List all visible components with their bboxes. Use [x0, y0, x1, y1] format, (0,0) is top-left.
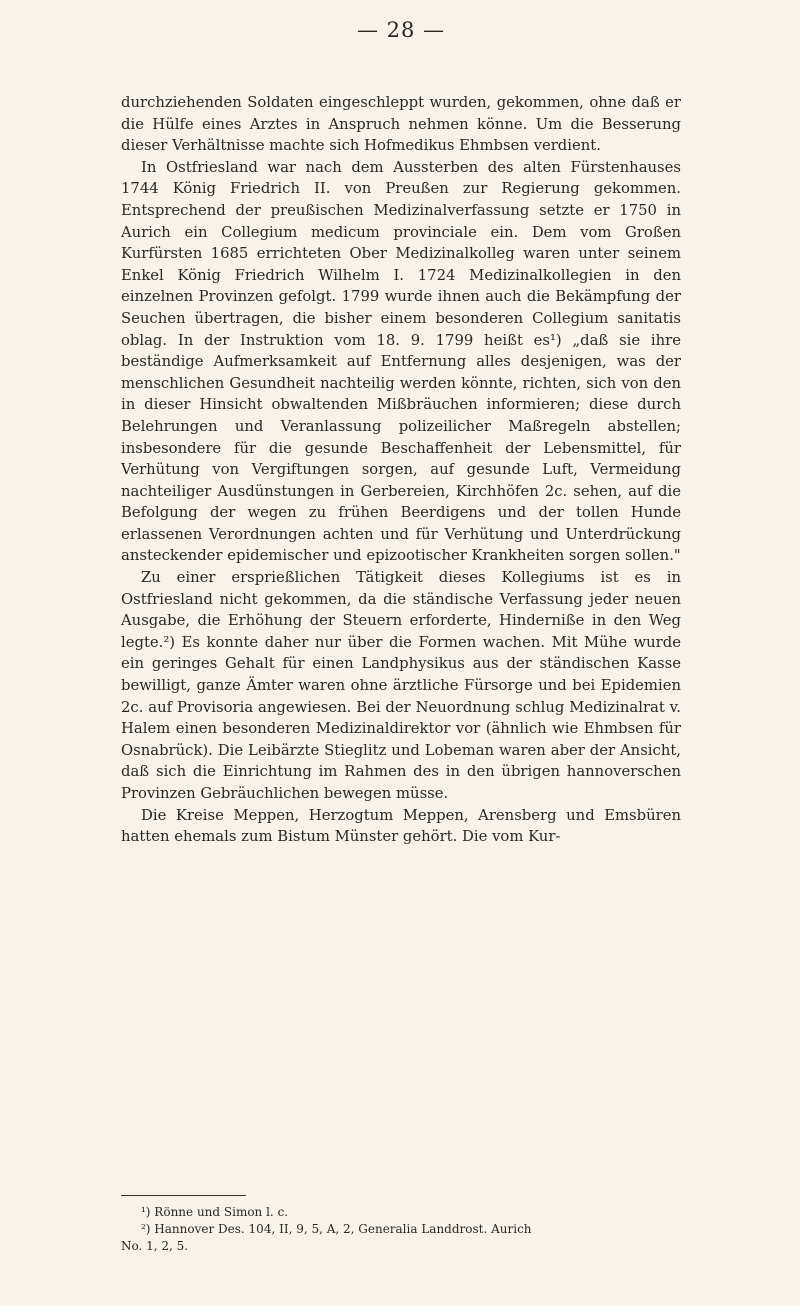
paragraph-1: durchziehenden Soldaten eingeschleppt wurden, gekommen, ohne daß er die Hülfe eines Arztes in Anspruch nehmen könne. Um die Besserung dieser Verhältnisse machte sich Hofmedikus Ehmbsen verdient. — [121, 94, 681, 155]
paragraph-4: Die Kreise Meppen, Herzogtum Meppen, Arensberg und Emsbüren hatten ehemals zum Bistum Münster gehört. Die vom Kur- — [121, 806, 681, 846]
footnote-1: ¹) Rönne und Simon l. c. — [141, 1205, 289, 1219]
footnote-2-continuation: No. 1, 2, 5. — [121, 1239, 189, 1253]
paragraph-2: In Ostfriesland war nach dem Aussterben des alten Fürstenhauses 1744 König Friedrich II. von Preußen zur Regierung gekommen. Entsprechend der preußischen Medizinalverfassung setzte er 1750 in Aurich ein Collegium medicum provinciale ein. Dem vom Großen Kurfürsten 1685 errichteten Ober Medizinalkolleg waren unter seinem Enkel König Friedrich Wilhelm I. 1724 Medizinalkollegien in den einzelnen Provinzen gefolgt. 1799 wurde ihnen auch die Bekämpfung der Seuchen übertragen, die bisher einem besonderen Collegium sanitatis oblag. In der Instruktion vom 18. 9. 1799 heißt es¹) „daß sie ihre beständige Aufmerksamkeit auf Entfernung alles desjenigen, was der menschlichen Gesundheit nachteilig werden könnte, richten, sich von den in dieser Hinsicht obwaltenden Mißbräuchen informieren; diese durch Belehrungen und Veranlassung polizeilicher Maßregeln abstellen; insbesondere für die gesunde Beschaffenheit der Lebensmittel, für Verhütung von Vergiftungen sorgen, auf gesunde Luft, Vermeidung nachteiliger Ausdünstungen in Gerbereien, Kirchhöfen 2c. sehen, auf die Befolgung der wegen zu frühen Beerdigens und der tollen Hunde erlassenen Verordnungen achten und für Verhütung und Unterdrückung ansteckender epidemischer und epizootischer Krankheiten sorgen sollen." — [121, 158, 681, 565]
footnote-divider — [121, 1195, 246, 1196]
footnotes — [121, 1204, 681, 1255]
page-number: — 28 — — [356, 18, 446, 42]
body-text — [121, 92, 681, 848]
paragraph-3: Zu einer ersprießlichen Tätigkeit dieses Kollegiums ist es in Ostfriesland nicht gekommen, da die ständische Verfassung jeder neuen Ausgabe, die Erhöhung der Steuern erforderte, Hinderniße in den Weg legte.²) Es konnte daher nur über die Formen wachen. Mit Mühe wurde ein geringes Gehalt für einen Landphysikus aus der ständischen Kasse bewilligt, ganze Ämter waren ohne ärztliche Fürsorge und bei Epidemien 2c. auf Provisoria angewiesen. Bei der Neuordnung schlug Medizinalrat v. Halem einen besonderen Medizinaldirektor vor (ähnlich wie Ehmbsen für Osnabrück). Die Leibärzte Stieglitz und Lobeman waren aber der Ansicht, daß sich die Einrichtung im Rahmen des in den übrigen hannoverschen Provinzen Gebräuchlichen bewegen müsse. — [121, 569, 681, 802]
footnote-2: ²) Hannover Des. 104, II, 9, 5, A, 2, Generalia Landdrost. Aurich — [141, 1222, 532, 1236]
